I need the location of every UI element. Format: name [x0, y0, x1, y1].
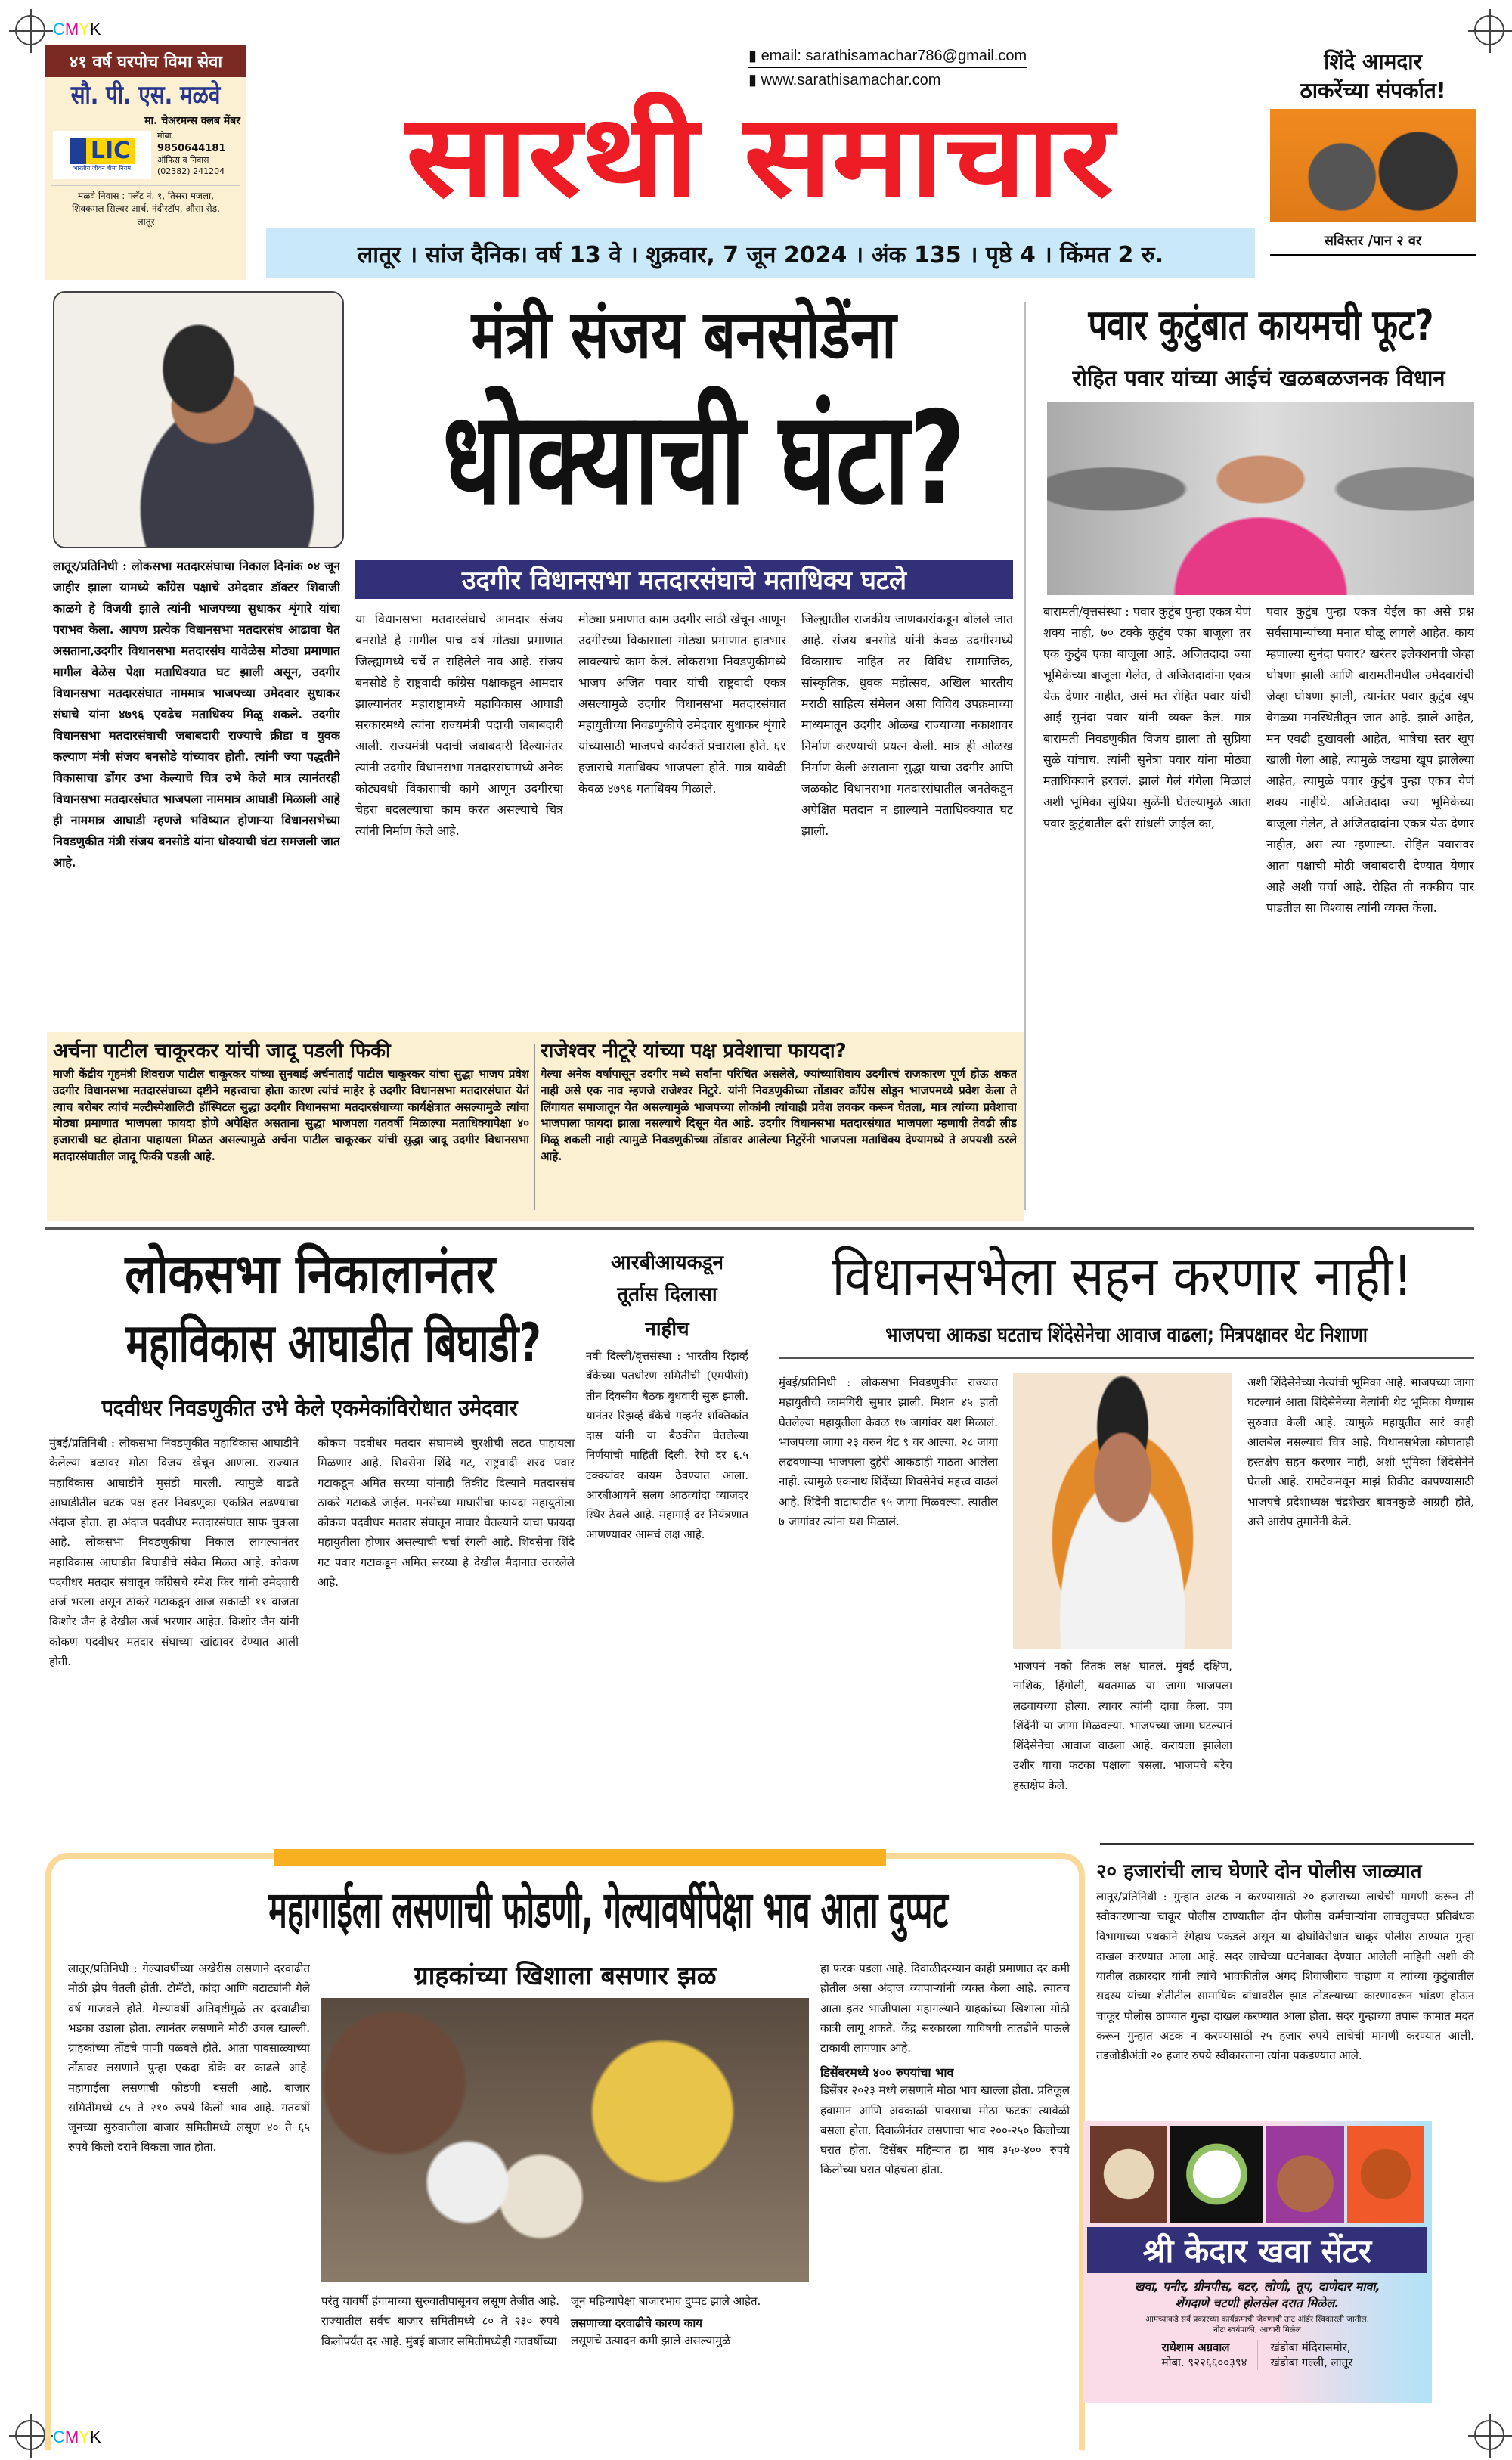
- bribe-headline: २० हजारांची लाच घेणारे दोन पोलीस जाळ्यात: [1096, 1860, 1422, 1883]
- mva-headline-1: लोकसभा निकालानंतर: [125, 1242, 495, 1305]
- lead-col-2: मोठ्या प्रमाणात काम उदगीर साठी खेचून आणून उदगीरच्या विकासाला मोठ्या प्रमाणात हातभार लावल्याचे काम केलं. लोकसभा निवडणुकीमध्ये भाजप अजित पवार यांची राष्ट्रवादी एकत्र असल्यामुळे उदगीर विधानसभा मतदारसंघात महायुतीच्या निवडणुकीचे उमेदवार सुधाकर शृंगारे यांच्यासाठी भाजपचे कार्यकर्ते प्रचाराला होते. ६१ हजाराचे मताधिक्य भाजपला होते. मात्र यावेळी केवळ ४७९६ मताधिक्य मिळाले.: [578, 612, 786, 796]
- lic-logo-subtext: भारतीय जीवन बीमा निगम: [73, 165, 132, 172]
- shinde-headline: विधानसभेला सहन करणार नाही!: [832, 1244, 1413, 1308]
- mobile-number: 9850644181: [157, 142, 226, 154]
- email-text: email: sarathisamachar786@gmail.com: [761, 48, 1027, 64]
- ad-note-2: नोटः स्वयंपाकी, आचारी मिळेल: [1213, 2325, 1302, 2334]
- agent-name: सौ. पी. एस. मळवे: [71, 80, 221, 110]
- garlic-col-3: हा फरक पडला आहे. दिवाळीदरम्यान काही प्रमाणात दर कमी होतील असा अंदाज व्यापाऱ्यांनी व्यक्त केला आहे. त्यातच आता इतर भाजीपाला महागल्याने ग्राहकांच्या खिशाला मोठी कात्री लागू शकते. केंद्र सरकारला याविषयी तातडीने पाऊले टाकावी लागणार आहे.: [820, 1962, 1070, 2055]
- garlic-col-3-body: डिसेंबर २०२३ मध्ये लसणाने मोठा भाव खाल्ला होता. प्रतिकूल हवामान आणि अवकाळी पावसाचा मोठा फटका त्यावेळी बसला होता. दिवाळीनंतर लसणाचा भाव २००-२५० किलोच्या घरात होता. डिसेंबर महिन्यात हा भाव ३५०-४०० रुपये किलोच्या घरात पोहचला होता.: [820, 2083, 1070, 2177]
- rbi-body: नवी दिल्ली/वृत्तसंस्था : भारतीय रिझर्व्ह बँकेच्या पतधोरण समितीची (एमपीसी) तीन दिवसीय बैठक बुधवारी सुरू झाली. यानंतर रिझर्व्ह बँकेचे गव्हर्नर शक्तिकांत दास यांनी या बैठकीत घेतलेल्या निर्णयांची माहिती दिली. रेपो दर ६.५ टक्क्यांवर कायम ठेवण्यात आला. आरबीआयने सलग आठव्यांदा व्याजदर स्थिर ठेवले आहे. महागाई दर नियंत्रणात आणण्यावर आमचं लक्ष आहे.: [586, 1349, 748, 1542]
- cmyk-c: C: [53, 20, 65, 39]
- ad-products: खवा, पनीर, ग्रीनपीस, बटर, लोणी, तूप, दाणेदार मावा,: [1134, 2279, 1380, 2294]
- paneer-photo: [1170, 2126, 1263, 2223]
- garlic-col-1: लातूर/प्रतिनिधी : गेल्यावर्षीच्या अखेरीस लसणाने दरवाढीत मोठी झेप घेतली होती. टोमॅटो, कांदा आणि बटाट्यांनी गेले वर्ष गाजवले होते. गेल्यावर्षी अतिवृष्टीमुळे तर दरवाढीचा भडका उडाला होता. त्यानंतर लसणाने मोठी उचल खाल्ली. ग्राहकांच्या तोंडचे पाणी पळवले होते. आता पावसाळ्याच्या तोंडावर लसणाने पुन्हा एकदा डोके वर काढले आहे. महागाईला लसणाची फोडणी बसली आहे. बाजार समितीमध्ये ८५ ते २१० रुपये किलो भाव आहे. गतवर्षी जूनच्या सुरुवातीला बाजार समितीमध्ये लसूण ४० ते ६५ रुपये किलो दराने विकला जात होता.: [68, 1962, 310, 2154]
- shinde-col-3: अशी शिंदेसेनेच्या नेत्यांची भूमिका आहे. भाजपच्या जागा घटल्यानं आता शिंदेसेनेच्या नेत्यांनी थेट भूमिका घेण्यास सुरुवात केली आहे. त्यामुळे महायुतीत सारं काही आलबेल नसल्याचं चित्र आहे. विधानसभेला कोणताही हस्तक्षेप सहन करणार नाही, अशी भूमिका शिंदेसेनेने घेतली आहे. रामटेकमधून माझं तिकीट कापण्यासाठी भाजपचे प्रदेशाध्यक्ष चंद्रशेखर बावनकुळे आग्रही होते, असे आरोप तुमानेंनी केले.: [1247, 1376, 1474, 1528]
- column-divider: [1024, 302, 1026, 1210]
- garlic-caption-2: जून महिन्यापेक्षा बाजारभाव दुप्पट झाले आहेत.: [571, 2294, 761, 2308]
- teaser-photo: [1270, 109, 1476, 222]
- office-label: ऑफिस व निवास: [157, 155, 209, 166]
- shinde-subhead: भाजपचा आकडा घटताच शिंदेसेनेचा आवाज वाढला; मित्रपक्षावर थेट निशाणा: [885, 1323, 1368, 1347]
- ad-address-2: खंडोबा गल्ली, लातूर: [1270, 2356, 1353, 2369]
- lead-headline-2: धोक्याची घंटा?: [442, 384, 965, 534]
- niture-body: गेल्या अनेक वर्षापासून उदगीर मध्ये सर्वांना परिचित असलेले, ज्यांच्याशिवाय उदगीरचं राजकारण पूर्ण होऊ शकत नाही असे एक नाव म्हणजे राजेश्वर निटुरे. यांनी निवडणुकीच्या तोंडावर काँग्रेस सोडून भाजपमध्ये प्रवेश केला ते लिंगायत समाजातून येत असल्यामुळे भाजपच्या लोकांनी त्यांचाही प्रवेश लवकर करून घेतला, मात्र त्यांच्या प्रवेशाचा भाजपाला फायदा झाला नसल्याचे दिसून येत आहे. उदगीर विधानसभा मतदारसंघात भाजपला म्हणावी तेवढी लीड मिळू शकली नाही त्यामुळे निवडणुकीच्या तोंडावर आलेल्या निटुरेंनी भाजपला मताधिक्य देण्यामध्ये ते अपयशी ठरले आहे.: [541, 1067, 1017, 1163]
- website-text: www.sarathisamachar.com: [761, 72, 941, 88]
- cmyk-mark: [53, 20, 101, 39]
- masthead-title: सारथी समाचार: [405, 91, 1114, 222]
- ad-title: श्री केदार खवा सेंटर: [1087, 2227, 1427, 2273]
- rbi-headline-1: आरबीआयकडून: [611, 1252, 723, 1274]
- teaser-box[interactable]: [1270, 47, 1476, 281]
- cmyk-y: Y: [79, 2427, 90, 2446]
- lead-intro: लातूर/प्रतिनिधी : लोकसभा मतदारसंघाचा निकाल दिनांक ०४ जून जाहीर झाला यामध्ये काँग्रेस पक्षाचे उमेदवार डॉक्टर शिवाजी काळगे हे विजयी झाले त्यांनी भाजपच्या सुधाकर शृंगारे यांचा पराभव केला. आपण प्रत्येक विधानसभा मतदारसंघ आढावा घेत असताना,उदगीर विधानसभा मतदारसंघ यावेळेस मोठ्या प्रमाणात मागील वेळेस पेक्षा मताधिक्यात घट झाली असून, उदगीर विधानसभा मतदारसंघात नाममात्र भाजपच्या उमेदवार सुधाकर संघाचे यांना ४७९६ एवढेच मताधिक्य मिळू शकले. उदगीर विधानसभा मतदारसंघाची जबाबदारी राज्याचे क्रीडा व युवक कल्याण मंत्री संजय बनसोडे यांच्यावर होती. त्यांनी ज्या पद्धतीने विकासाचा डोंगर उभा केल्याचे चित्र उभे केले मात्र त्यानंतरही विधानसभा मतदारसंघात भाजपला नाममात्र आघाडी मिळाली आहे ही नाममात्र आघाडी म्हणजे भविष्यात होणाऱ्या विधानसभेच्या निवडणुकीत मंत्री संजय बनसोडे यांना धोक्याची घंटा समजली जात आहे.: [53, 559, 340, 870]
- garlic-headline: महागाईला लसणाची फोडणी, गेल्यावर्षीपेक्षा भाव आता दुप्पट: [268, 1881, 948, 1939]
- teaser-title: शिंदे आमदार: [1324, 49, 1422, 74]
- cmyk-c: C: [53, 2427, 65, 2446]
- box-divider: [534, 1044, 535, 1210]
- agent-title: मा. चेअरमन्स क्लब मेंबर: [144, 115, 240, 127]
- lead-banner-text: उदगीर विधानसभा मतदारसंघाचे मताधिक्य घटले: [461, 566, 907, 596]
- lead-headline-1: मंत्री संजय बनसोडेंना: [471, 296, 897, 374]
- pawar-headline: पवार कुटुंबात कायमची फूट?: [1088, 301, 1434, 350]
- lead-banner: [355, 560, 1013, 599]
- garlic-col-3-head: डिसेंबरमध्ये ४०० रुपयांचा भाव: [820, 2065, 954, 2080]
- mobile-label: मोबा.: [157, 131, 175, 141]
- dateline-strip: [266, 228, 1255, 278]
- mva-headline-2: महाविकास आघाडीत बिघाडी?: [125, 1312, 541, 1374]
- ad-banner: ४१ वर्ष घरपोच विमा सेवा: [45, 45, 246, 77]
- office-phone: (02382) 241204: [157, 166, 225, 177]
- garlic-caption-head: लसणाच्या दरवाढीचे कारण काय: [571, 2316, 702, 2331]
- archana-headline: अर्चना पाटील चाकूरकर यांची जादू पडली फिकी: [53, 1040, 391, 1062]
- lead-col-3: जिल्ह्यातील राजकीय जाणकारांकडून बोलले जात आहे. संजय बनसोडे यांनी केवळ उदगीरमध्ये विकासाच नाहित तर विविध सामाजिक, सांस्कृतिक, धुवक महोत्सव, अखिल भारतीय मराठी साहित्य संमेलन असा विविध उपक्रमाच्या माध्यमातून उदगीर ओळख राज्याच्या नकाशावर निर्माण करण्याची प्रयत्न केली. मात्र ही ओळख निर्माण केली असताना सुद्धा याचा उदगीर आणि जळकोट विधानसभा मतदारसंघातील जनतेकडून अपेक्षित मतदान न झाल्याने मताधिक्क्यात घट झाली.: [801, 612, 1013, 838]
- rbi-headline-3: नाहीच: [645, 1318, 689, 1341]
- ad-products-2: शेंगदाणे चटणी होलसेल दरात मिळेल.: [1175, 2296, 1340, 2310]
- eknath-shinde-photo: [1013, 1373, 1232, 1649]
- cmyk-k: K: [89, 20, 101, 39]
- mva-col-2: कोकण पदवीधर मतदार संघामध्ये चुरशीची लढत पाहायला मिळणार आहे. शिवसेना शिंदे गट, राष्ट्रवादी शरद पवार गटाकडून अमित सरय्या यांनाही तिकीट दिल्याने मतदारसंघ ठाकरे गटाकडे जाईल. मनसेच्या माघारीचा फायदा महायुतीला कोकण पदवीधर मतदार संघातून माघार घेतल्याने याचा फायदा महायुतीला होणार असल्याची चर्चा रंगली आहे. शिवसेना शिंदे गट पवार गटाकडून अमित सरय्या हे देखील मैदानात उतरलेले आहे.: [318, 1436, 575, 1589]
- teaser-more-link[interactable]: सविस्तर /पान २ वर: [1270, 231, 1476, 256]
- lic-logo-text: LIC: [70, 138, 135, 164]
- lic-agent-ad: [45, 45, 246, 280]
- registration-mark-icon: [15, 15, 45, 45]
- kedar-khawa-ad: [1083, 2121, 1432, 2403]
- section-divider: [45, 1227, 1474, 1230]
- garlic-caption-3: लसूणचे उत्पादन कमी झाले असल्यामुळे: [571, 2334, 731, 2348]
- teaser-title-2: ठाकरेंच्या संपर्कात!: [1300, 78, 1446, 103]
- bribe-top-rule: [1100, 1843, 1474, 1845]
- cmyk-k: K: [89, 2427, 101, 2446]
- pawar-family-photo: [1047, 402, 1474, 595]
- garlic-photo: [321, 1998, 809, 2282]
- ad-owner: राधेशाम अग्रवाल: [1161, 2341, 1230, 2354]
- pawar-col-1: बारामती/वृत्तसंस्था : पवार कुटुंब पुन्हा एकत्र येणं शक्य नाही, ७० टक्के कुटुंब एका बाजूला तर एक कुटुंब एका बाजूला आहे. अजितदादा ज्या भूमिकेच्या बाजूला गेलेत, ते अजितदादांना एकत्र येऊ देणार नाहीत, असं मत रोहित पवार यांची आई सुनंदा पवार यांनी व्यक्त केलं. मात्र बारामती निवडणुकीत विजय झाला तो सुप्रिया सुळे यांचाच. त्यांनी सुनेत्रा पवार यांना मोठ्या मताधिक्याने हरवलं. झालं गेलं गंगेला मिळालं अशी भूमिका सुप्रिया सुळेंनी घेतल्यामुळे आता पवार कुटुंबातील दरी सांधली जाईल का,: [1043, 604, 1251, 830]
- ad-mobile: मोबा. ९२२६६००३९४: [1161, 2356, 1247, 2369]
- niture-headline: राजेश्वर नीटूरे यांच्या पक्ष प्रवेशाचा फायदा?: [541, 1040, 847, 1062]
- shinde-col-2: भाजपनं नको तितकं लक्ष घातलं. मुंबई दक्षिण, नाशिक, हिंगोली, यवतमाळ या जागा भाजपला लढवायच्या होत्या. त्यावर त्यांनी दावा केला. पण शिंदेंनी या जागा मिळवल्या. भाजपच्या जागा घटल्यानं शिंदेसेनेचा आवाज वाढला आहे. करायला झालेला उशीर याचा फटका पक्षाला बसला. भाजपचे बरेच हस्तक्षेप केले.: [1013, 1659, 1232, 1792]
- bribe-body: लातूर/प्रतिनिधी : गुन्हात अटक न करण्यासाठी २० हजाराच्या लाचेची मागणी करून ती स्वीकारणाऱ्या चाकूर पोलीस ठाण्यातील दोन पोलीस कर्मचाऱ्यांना लाचलुचपत प्रतिबंधक विभागाच्या पथकाने रंगेहाथ पकडले असून या दोघांविरोधात चाकूर पोलीस ठाण्यात गुन्हा दाखल करण्यात आला आहे. सदर लाचेच्या घटनेबाबत देण्यात आलेली माहिती अशी की यातील तक्रारदार यांनी त्यांचे भावकीतील अंगद शिवाजीराव चव्हाण व त्यांच्या कुटुंबातील सदस्य यांच्या शेतीतील सामायिक बांधावरील झाड तोडल्याच्या कारणावरून भांडण होऊन चाकूर पोलीस ठाण्यात गुन्हा दाखल करण्यात आला होता. सदर गुन्हाच्या तपास कामात मदत करून गुन्हात अटक न करण्यासाठी २५ हजार रुपये लाचेची मागणी करण्यात आली. तडजोडीअंती २० हजार रुपये स्वीकारताना त्यांना पकडण्यात आले.: [1096, 1890, 1474, 2062]
- shinde-col-1: मुंबई/प्रतिनिधी : लोकसभा निवडणुकीत राज्यात महायुतीची कामगिरी सुमार झाली. मिशन ४५ हाती घेतलेल्या महायुतीला केवळ १७ जागांवर यश मिळालं. भाजपच्या जागा २३ वरुन थेट ९ वर आल्या. २८ जागा लढवणाऱ्या भाजपला दुहेरी आकडाही गाठता आलेला नाही. त्यामुळे एकनाथ शिंदेंच्या शिवसेनेचं महत्त्व वाढलं आहे. शिंदेंनी वाटाघाटीत १५ जागा मिळवल्या. त्यातील ७ जागांवर त्यांना यश मिळालं.: [779, 1376, 998, 1528]
- registration-mark-icon: [1474, 2420, 1504, 2450]
- dateline: लातूर । सांज दैनिक। वर्ष 13 वे । शुक्रवार, 7 जून 2024 । अंक 135 । पृष्ठे 4 । किंमत 2 रु.: [357, 241, 1164, 268]
- pawar-col-2: पवार कुटुंब पुन्हा एकत्र येईल का असे प्रश्न सर्वसामान्यांच्या मनात घोळू लागले आहेत. काय म्हणाल्या सुनंदा पवार? खरंतर इलेक्शनची जेव्हा घोषणा झाली आणि बारामतीमधील उमेदवारांची जेव्हा घोषणा झाली, त्यानंतर पवार कुटुंब खूप वेगळ्या मनस्थितीतून जात आहे. झाले आहेत, मन एवढी दुखावली आहेत, भाषेचा स्तर खूप खाली गेला आहे, त्यामुळे जखमा खूप झालेल्या आहेत, त्यामुळे पवार कुटुंब पुन्हा एकत्र येणं शक्य नाहीये. अजितदादा ज्या भूमिकेच्या बाजूला गेलेत, ते अजितदादांना एकत्र येऊ देणार नाहीत, असं त्या म्हणाल्या. रोहित पवारांवर आता पक्षाची मोठी जबाबदारी देण्यात येणार आहे अशी चर्चा आहे. रोहित ती नक्कीच पार पाडतील सा विश्वास त्यांनी व्यक्त केला.: [1266, 604, 1474, 915]
- garlic-subhead: ग्राहकांच्या खिशाला बसणार झळ: [414, 1961, 717, 1991]
- archana-body: माजी केंद्रीय गृहमंत्री शिवराज पाटील चाकूरकर यांच्या सुनबाई अर्चनाताई पाटील चाकूरकर यांचा सुद्धा भाजप प्रवेश उदगीर विधानसभा मतदारसंघाच्या दृष्टीने महत्त्वाचा होता कारण त्यांचं माहेर हे उदगीर विधानसभा मतदारसंघात येतं त्याच बरोबर त्यांचं मल्टीस्पेशालिटी हॉस्पिटल सुद्धा उदगीर विधानसभा मतदारसंघाच्या कार्यक्षेत्रात असल्यामुळे त्यांचा मोठ्या प्रमाणात भाजपला फायदा होणे अपेक्षित असताना सुद्धा भाजपला गतवर्षी मिळाल्या मताधिक्यापेक्षा ४० हजाराची घट होताना पाहायला मिळत असल्यामुळे अर्चना पाटील चाकूरकर यांची सुद्धा जादू उदगीर विधानसभा मतदारसंघातील जादू फिकी पडली आहे.: [53, 1067, 529, 1163]
- chutney-photo: [1347, 2126, 1424, 2223]
- agent-address: मळवे निवास : फ्लॅट नं. १, तिसरा मजला, शिवकमल सिल्वर आर्च, नंदीस्टॉप, औसा रोड, लातूर: [51, 185, 240, 231]
- ad-note: आमच्याकडे सर्व प्रकारच्या कार्यक्रमाची जेवणाची ताट ऑर्डर स्विकारली जातील.: [1145, 2315, 1369, 2324]
- cmyk-y: Y: [79, 20, 90, 39]
- registration-mark-icon: [1474, 15, 1504, 45]
- website-link[interactable]: ▮ www.sarathisamachar.com: [748, 72, 941, 88]
- lead-col-1: या विधानसभा मतदारसंघाचे आमदार संजय बनसोडे हे मागील पाच वर्ष मोठ्या प्रमाणात जिल्ह्यामध्ये चर्चे त राहिलेले नाव आहे. संजय बनसोडे हे राष्ट्रवादी काँग्रेस पक्षाकडून आमदार झाल्यानंतर महाराष्ट्रामध्ये महाविकास आघाडी सरकारमध्ये त्यांना राज्यमंत्री पदाची जबाबदारी आली. राज्यमंत्री पदाची जबाबदारी दिल्यानंतर त्यांनी उदगीर विधानसभा मतदारसंघामध्ये अनेक कोट्यवधी विकासाची कामे आणून उदगीरचा चेहरा बदलल्याचा काम करत असल्याचे चित्र त्यांनी निर्माण केले आहे.: [355, 612, 563, 838]
- cmyk-m: M: [64, 20, 79, 39]
- orange-bar: [274, 1849, 886, 1866]
- registration-mark-icon: [15, 2420, 45, 2450]
- mva-col-1: मुंबई/प्रतिनिधी : लोकसभा निवडणुकीत महाविकास आघाडीने केलेल्या बळावर मोठा विजय खेचून आणला. राज्यात महाविकास आघाडीने मुसंडी मारली. त्यामुळे वाढते आघाडीतील घटक पक्ष हतर निवडणुका एकत्रित लढण्याचा अंदाज होता. हा अंदाज पदवीधर मतदारसंघात साफ चुकला आहे. लोकसभा निवडणुकीचा निकाल लागल्यानंतर महाविकास आघाडीत बिघाडीचे संकेत मिळत आहे. कोकण पदवीधर मतदार संघातून काँग्रेसचे रमेश किर यांनी उमेदवारी अर्ज भरला असून ठाकरे गटाकडून आज सकाळी ११ वाजता किशोर जैन हे देखील अर्ज भरणार आहेत. किशोर जैन यांनी कोकण पदवीधर मतदार संघाच्या खांद्यावर देण्यात आली होती.: [49, 1436, 299, 1668]
- pawar-subhead: रोहित पवार यांच्या आईचं खळबळजनक विधान: [1072, 365, 1445, 391]
- lic-logo: [53, 131, 151, 179]
- ghee-photo: [1266, 2126, 1343, 2223]
- rbi-headline-2: तूर्तास दिलासा: [617, 1283, 717, 1306]
- khawa-photo: [1090, 2126, 1167, 2223]
- mva-subhead: पदवीधर निवडणुकीत उभे केले एकमेकांविरोधात उमेदवार: [101, 1395, 519, 1422]
- email-link[interactable]: ▮ email: sarathisamachar786@gmail.com: [748, 47, 1027, 68]
- cmyk-m: M: [64, 2427, 79, 2446]
- sanjay-bansode-photo: [53, 291, 344, 548]
- ad-address: खंडोबा मंदिरासमोर,: [1270, 2341, 1351, 2354]
- garlic-caption-1: परंतु यावर्षी हंगामाच्या सुरुवातीपासूनच लसूण तेजीत आहे. राज्यातील सर्वच बाजार समितीमध्ये ८० ते २३० रुपये किलोपर्यंत दर आहे. मुंबई बाजार समितीमध्येही गतवर्षीच्या: [321, 2294, 559, 2348]
